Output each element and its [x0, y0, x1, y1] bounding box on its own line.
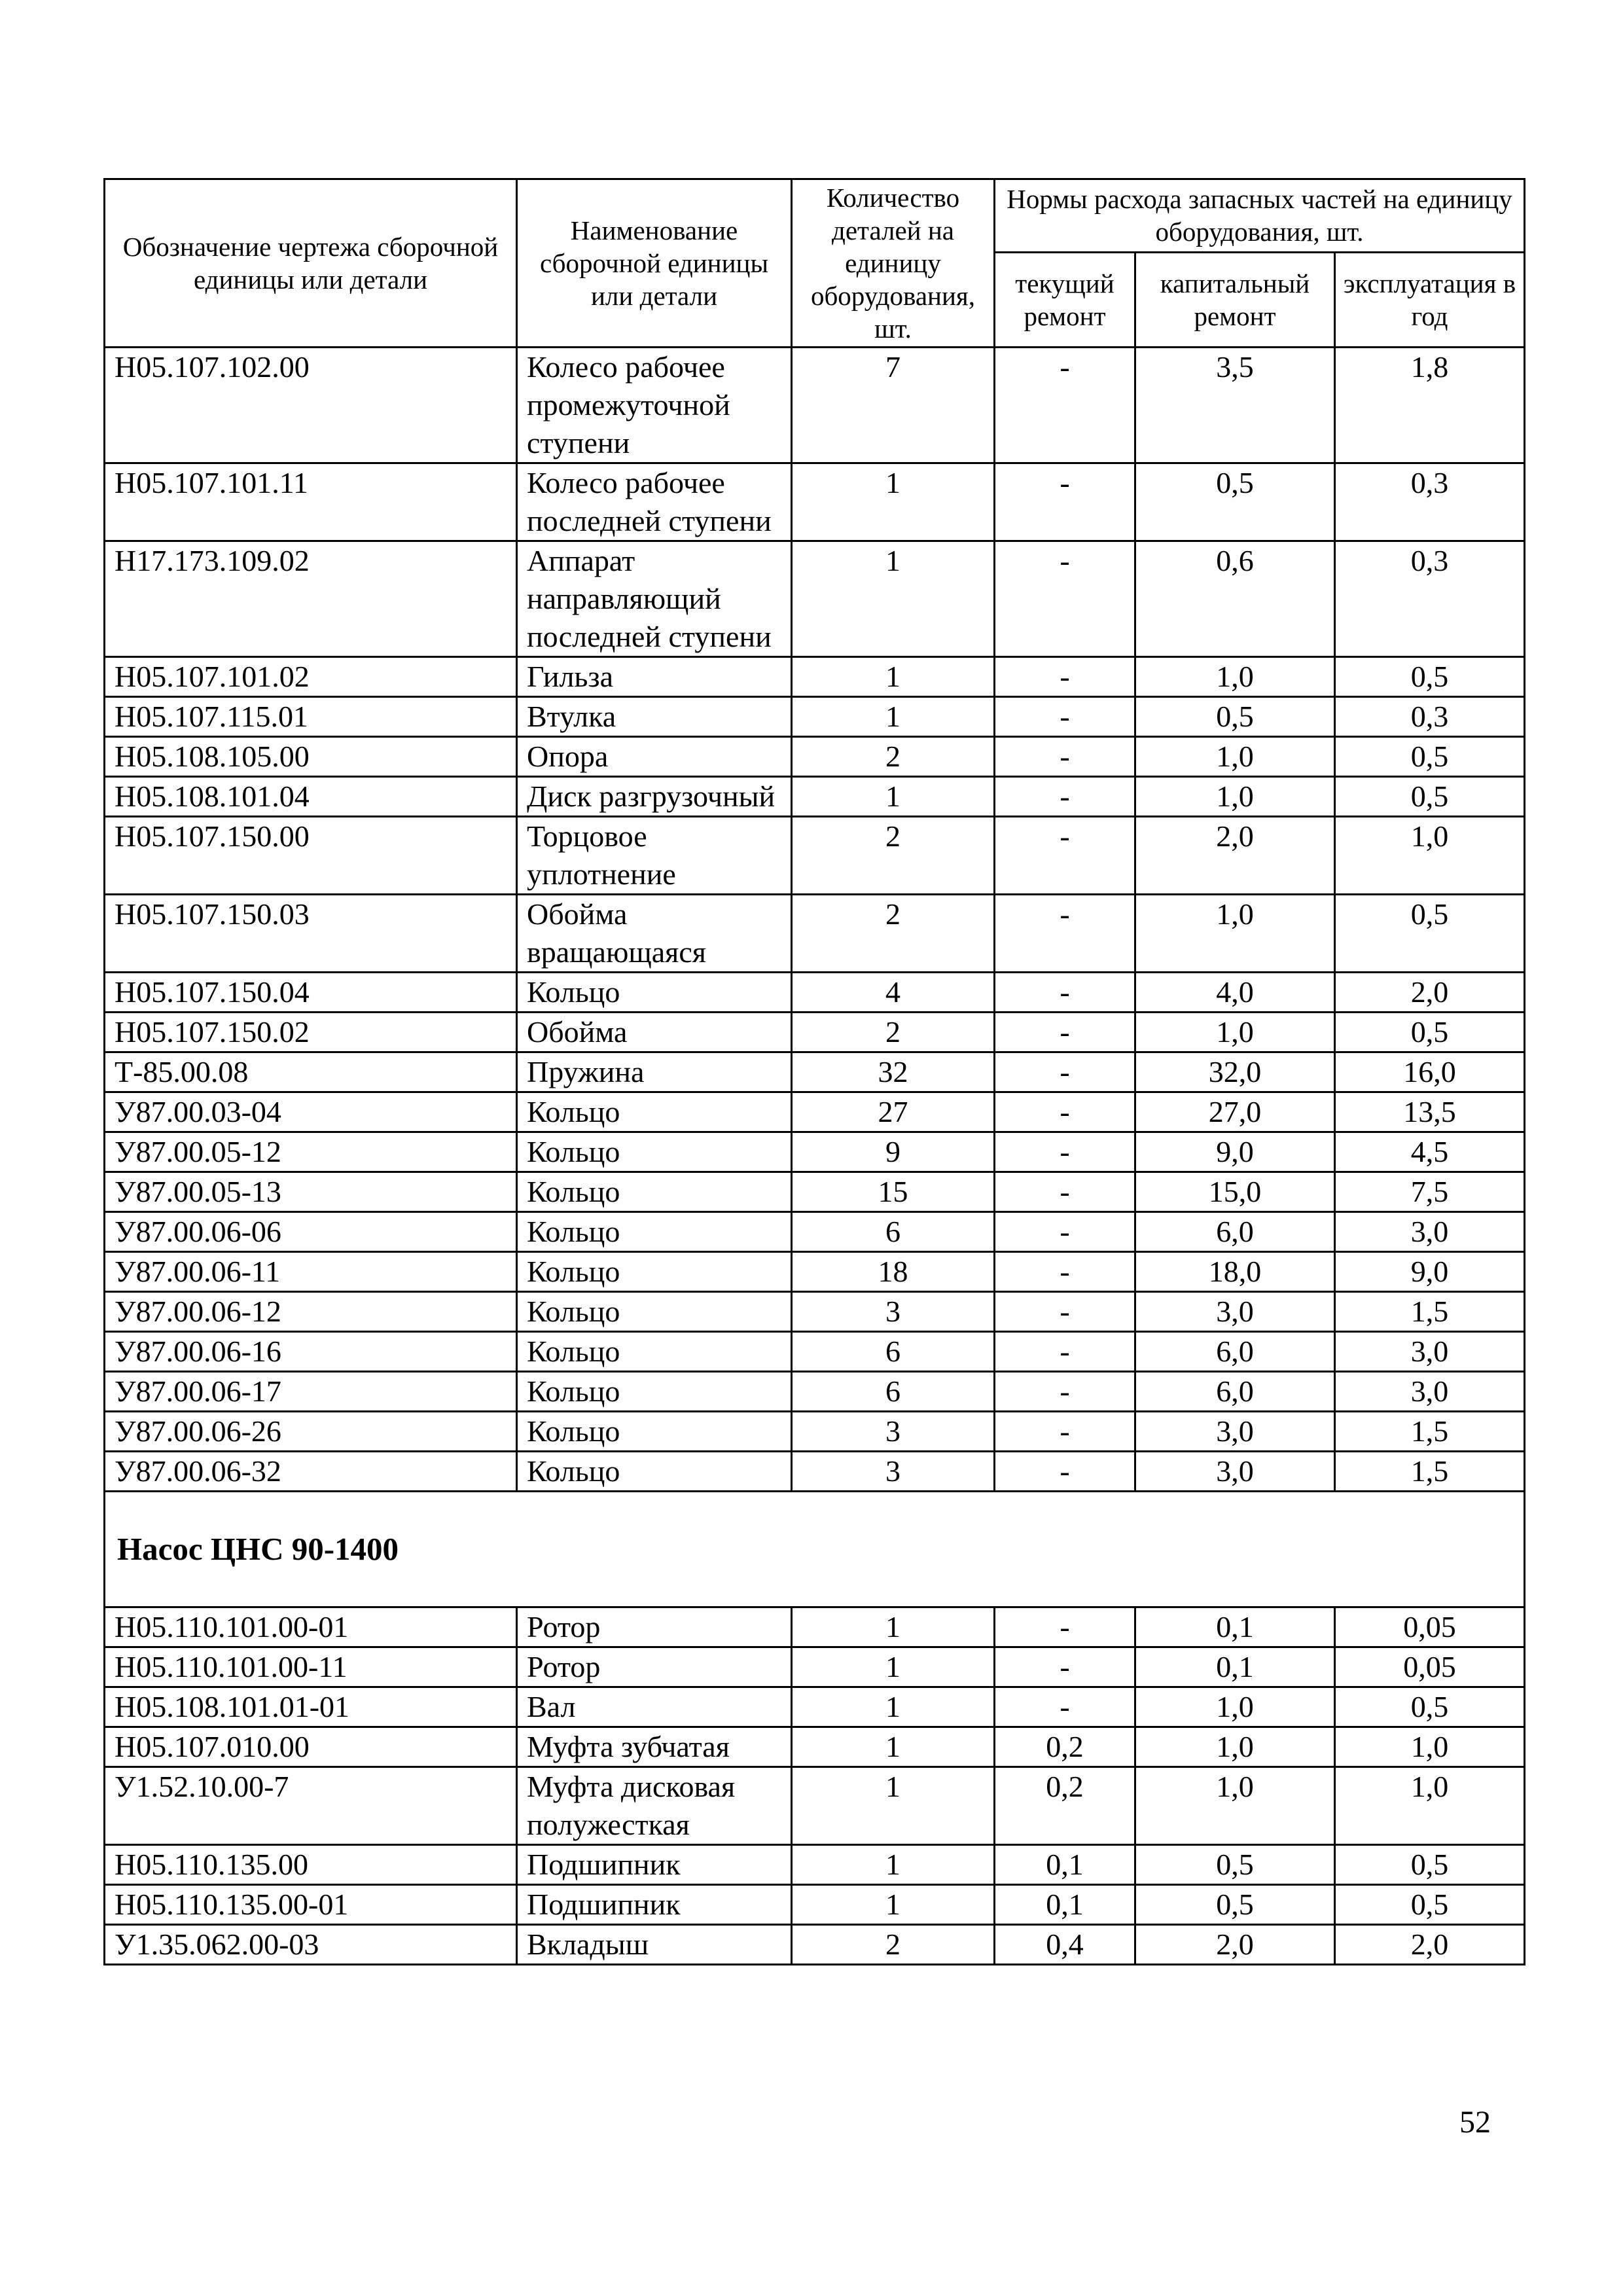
annual-operation-cell: 0,5: [1335, 1013, 1525, 1052]
annual-operation-cell: 2,0: [1335, 1925, 1525, 1965]
drawing-number-cell: Н05.107.101.11: [105, 463, 517, 541]
quantity-cell: 6: [792, 1212, 995, 1252]
item-name-cell: Кольцо: [517, 1412, 792, 1452]
capital-repair-cell: 0,5: [1135, 1885, 1335, 1925]
current-repair-cell: -: [995, 895, 1135, 973]
item-name-cell: Пружина: [517, 1052, 792, 1092]
drawing-number-cell: Н05.107.101.02: [105, 657, 517, 697]
quantity-cell: 7: [792, 348, 995, 463]
item-name-cell: Гильза: [517, 657, 792, 697]
annual-operation-cell: 16,0: [1335, 1052, 1525, 1092]
capital-repair-cell: 0,1: [1135, 1647, 1335, 1687]
annual-operation-cell: 0,5: [1335, 1845, 1525, 1885]
current-repair-cell: -: [995, 1332, 1135, 1372]
current-repair-cell: -: [995, 1013, 1135, 1052]
current-repair-cell: -: [995, 973, 1135, 1013]
quantity-cell: 1: [792, 1767, 995, 1845]
table-row: [105, 541, 1525, 657]
item-name-cell: Кольцо: [517, 1452, 792, 1492]
item-name-cell: Вкладыш: [517, 1925, 792, 1965]
capital-repair-cell: 27,0: [1135, 1092, 1335, 1132]
capital-repair-cell: 1,0: [1135, 1687, 1335, 1727]
item-name-cell: Кольцо: [517, 1332, 792, 1372]
drawing-number-cell: Н05.108.105.00: [105, 737, 517, 777]
quantity-cell: 6: [792, 1332, 995, 1372]
capital-repair-cell: 0,5: [1135, 463, 1335, 541]
current-repair-cell: -: [995, 817, 1135, 895]
quantity-cell: 3: [792, 1412, 995, 1452]
current-repair-cell: -: [995, 1412, 1135, 1452]
item-name-cell: Торцовое уплотнение: [517, 817, 792, 895]
table-row: [105, 463, 1525, 541]
item-name-cell: Кольцо: [517, 1372, 792, 1412]
quantity-cell: 1: [792, 541, 995, 657]
capital-repair-cell: 3,0: [1135, 1412, 1335, 1452]
current-repair-cell: -: [995, 1687, 1135, 1727]
table-row: [105, 1767, 1525, 1845]
quantity-cell: 9: [792, 1132, 995, 1172]
capital-repair-cell: 1,0: [1135, 1013, 1335, 1052]
table-row: [105, 1727, 1525, 1767]
drawing-number-cell: Н17.173.109.02: [105, 541, 517, 657]
current-repair-cell: -: [995, 657, 1135, 697]
drawing-number-cell: Н05.110.135.00: [105, 1845, 517, 1885]
item-name-cell: Подшипник: [517, 1885, 792, 1925]
capital-repair-cell: 6,0: [1135, 1212, 1335, 1252]
drawing-number-cell: У87.00.06-16: [105, 1332, 517, 1372]
table-row: [105, 1412, 1525, 1452]
annual-operation-cell: 0,5: [1335, 895, 1525, 973]
table-row: [105, 1607, 1525, 1647]
capital-repair-cell: 2,0: [1135, 1925, 1335, 1965]
table-row: [105, 1132, 1525, 1172]
annual-operation-cell: 4,5: [1335, 1132, 1525, 1172]
current-repair-cell: 0,2: [995, 1727, 1135, 1767]
table-body-pump-section: [105, 1607, 1525, 1965]
quantity-cell: 2: [792, 737, 995, 777]
quantity-cell: 3: [792, 1292, 995, 1332]
capital-repair-cell: 18,0: [1135, 1252, 1335, 1292]
capital-repair-cell: 9,0: [1135, 1132, 1335, 1172]
table-row: [105, 1647, 1525, 1687]
capital-repair-cell: 1,0: [1135, 1767, 1335, 1845]
item-name-cell: Обойма вращающаяся: [517, 895, 792, 973]
capital-repair-cell: 1,0: [1135, 657, 1335, 697]
drawing-number-cell: У87.00.05-12: [105, 1132, 517, 1172]
capital-repair-cell: 1,0: [1135, 1727, 1335, 1767]
drawing-number-cell: У1.52.10.00-7: [105, 1767, 517, 1845]
annual-operation-cell: 1,5: [1335, 1452, 1525, 1492]
quantity-cell: 1: [792, 777, 995, 817]
current-repair-cell: 0,1: [995, 1885, 1135, 1925]
table-row: [105, 1885, 1525, 1925]
item-name-cell: Диск разгрузочный: [517, 777, 792, 817]
capital-repair-cell: 0,5: [1135, 697, 1335, 737]
annual-operation-cell: 0,05: [1335, 1607, 1525, 1647]
table-row: [105, 657, 1525, 697]
drawing-number-cell: Н05.108.101.01-01: [105, 1687, 517, 1727]
drawing-number-cell: Н05.107.150.00: [105, 817, 517, 895]
annual-operation-cell: 0,5: [1335, 777, 1525, 817]
current-repair-cell: 0,1: [995, 1845, 1135, 1885]
quantity-cell: 2: [792, 895, 995, 973]
annual-operation-cell: 1,0: [1335, 1767, 1525, 1845]
current-repair-cell: -: [995, 1292, 1135, 1332]
drawing-number-cell: Н05.110.135.00-01: [105, 1885, 517, 1925]
quantity-cell: 2: [792, 1013, 995, 1052]
capital-repair-cell: 3,5: [1135, 348, 1335, 463]
quantity-cell: 15: [792, 1172, 995, 1212]
current-repair-cell: -: [995, 1052, 1135, 1092]
capital-repair-cell: 4,0: [1135, 973, 1335, 1013]
quantity-cell: 1: [792, 463, 995, 541]
current-repair-cell: -: [995, 737, 1135, 777]
header-current-repair: текущий ремонт: [995, 252, 1135, 347]
quantity-cell: 3: [792, 1452, 995, 1492]
annual-operation-cell: 0,3: [1335, 541, 1525, 657]
capital-repair-cell: 1,0: [1135, 895, 1335, 973]
drawing-number-cell: У1.35.062.00-03: [105, 1925, 517, 1965]
drawing-number-cell: У87.00.06-17: [105, 1372, 517, 1412]
capital-repair-cell: 3,0: [1135, 1452, 1335, 1492]
table-row: [105, 1172, 1525, 1212]
capital-repair-cell: 1,0: [1135, 737, 1335, 777]
table-section-header: [105, 1492, 1525, 1607]
annual-operation-cell: 0,5: [1335, 737, 1525, 777]
quantity-cell: 1: [792, 1885, 995, 1925]
quantity-cell: 1: [792, 1727, 995, 1767]
quantity-cell: 1: [792, 1607, 995, 1647]
item-name-cell: Втулка: [517, 697, 792, 737]
capital-repair-cell: 6,0: [1135, 1332, 1335, 1372]
current-repair-cell: -: [995, 1092, 1135, 1132]
current-repair-cell: -: [995, 1372, 1135, 1412]
table-row: [105, 1687, 1525, 1727]
table-row: [105, 737, 1525, 777]
drawing-number-cell: У87.00.06-11: [105, 1252, 517, 1292]
table-row: [105, 1925, 1525, 1965]
current-repair-cell: -: [995, 1212, 1135, 1252]
table-row: [105, 777, 1525, 817]
table-header: [105, 179, 1525, 348]
annual-operation-cell: 0,5: [1335, 657, 1525, 697]
capital-repair-cell: 0,6: [1135, 541, 1335, 657]
drawing-number-cell: Н05.107.150.04: [105, 973, 517, 1013]
item-name-cell: Ротор: [517, 1607, 792, 1647]
quantity-cell: 1: [792, 1647, 995, 1687]
item-name-cell: Колесо рабочее промежуточной ступени: [517, 348, 792, 463]
current-repair-cell: -: [995, 463, 1135, 541]
quantity-cell: 27: [792, 1092, 995, 1132]
annual-operation-cell: 1,0: [1335, 1727, 1525, 1767]
table-row: [105, 1013, 1525, 1052]
header-drawing-designation: Обозначение чертежа сборочной единицы или детали: [105, 179, 517, 348]
item-name-cell: Муфта дисковая полужесткая: [517, 1767, 792, 1845]
header-parts-quantity: Количество деталей на единицу оборудования, шт.: [792, 179, 995, 348]
header-annual-operation: эксплуатация в год: [1335, 252, 1525, 347]
annual-operation-cell: 0,5: [1335, 1687, 1525, 1727]
drawing-number-cell: У87.00.06-06: [105, 1212, 517, 1252]
quantity-cell: 1: [792, 697, 995, 737]
current-repair-cell: 0,4: [995, 1925, 1135, 1965]
item-name-cell: Аппарат направляющий последней ступени: [517, 541, 792, 657]
quantity-cell: 1: [792, 1687, 995, 1727]
current-repair-cell: -: [995, 1607, 1135, 1647]
table-row: [105, 1092, 1525, 1132]
table-row: [105, 1052, 1525, 1092]
drawing-number-cell: У87.00.03-04: [105, 1092, 517, 1132]
annual-operation-cell: 0,3: [1335, 697, 1525, 737]
item-name-cell: Муфта зубчатая: [517, 1727, 792, 1767]
current-repair-cell: -: [995, 1132, 1135, 1172]
table-row: [105, 817, 1525, 895]
table-row: [105, 895, 1525, 973]
capital-repair-cell: 0,1: [1135, 1607, 1335, 1647]
quantity-cell: 2: [792, 817, 995, 895]
capital-repair-cell: 1,0: [1135, 777, 1335, 817]
item-name-cell: Колесо рабочее последней ступени: [517, 463, 792, 541]
capital-repair-cell: 2,0: [1135, 817, 1335, 895]
table-row: [105, 697, 1525, 737]
capital-repair-cell: 15,0: [1135, 1172, 1335, 1212]
current-repair-cell: -: [995, 1172, 1135, 1212]
drawing-number-cell: Н05.107.115.01: [105, 697, 517, 737]
table-row: [105, 973, 1525, 1013]
quantity-cell: 18: [792, 1252, 995, 1292]
annual-operation-cell: 3,0: [1335, 1212, 1525, 1252]
item-name-cell: Подшипник: [517, 1845, 792, 1885]
drawing-number-cell: Н05.107.102.00: [105, 348, 517, 463]
annual-operation-cell: 1,0: [1335, 817, 1525, 895]
annual-operation-cell: 13,5: [1335, 1092, 1525, 1132]
drawing-number-cell: Н05.107.010.00: [105, 1727, 517, 1767]
item-name-cell: Кольцо: [517, 1212, 792, 1252]
current-repair-cell: -: [995, 541, 1135, 657]
drawing-number-cell: У87.00.05-13: [105, 1172, 517, 1212]
item-name-cell: Кольцо: [517, 1092, 792, 1132]
table-row: [105, 1452, 1525, 1492]
drawing-number-cell: Н05.107.150.02: [105, 1013, 517, 1052]
drawing-number-cell: Н05.107.150.03: [105, 895, 517, 973]
page-number: 52: [1459, 2105, 1491, 2140]
item-name-cell: Кольцо: [517, 1132, 792, 1172]
quantity-cell: 32: [792, 1052, 995, 1092]
item-name-cell: Вал: [517, 1687, 792, 1727]
annual-operation-cell: 0,05: [1335, 1647, 1525, 1687]
current-repair-cell: -: [995, 348, 1135, 463]
quantity-cell: 1: [792, 1845, 995, 1885]
item-name-cell: Кольцо: [517, 1292, 792, 1332]
capital-repair-cell: 3,0: [1135, 1292, 1335, 1332]
drawing-number-cell: У87.00.06-12: [105, 1292, 517, 1332]
quantity-cell: 6: [792, 1372, 995, 1412]
item-name-cell: Кольцо: [517, 1252, 792, 1292]
capital-repair-cell: 0,5: [1135, 1845, 1335, 1885]
quantity-cell: 1: [792, 657, 995, 697]
annual-operation-cell: 7,5: [1335, 1172, 1525, 1212]
current-repair-cell: -: [995, 1647, 1135, 1687]
table-row: [105, 1212, 1525, 1252]
current-repair-cell: -: [995, 697, 1135, 737]
table-row: [105, 348, 1525, 463]
annual-operation-cell: 0,5: [1335, 1885, 1525, 1925]
capital-repair-cell: 32,0: [1135, 1052, 1335, 1092]
item-name-cell: Кольцо: [517, 973, 792, 1013]
table-body-first-section: [105, 348, 1525, 1492]
quantity-cell: 4: [792, 973, 995, 1013]
header-unit-name: Наименование сборочной единицы или детали: [517, 179, 792, 348]
annual-operation-cell: 1,5: [1335, 1292, 1525, 1332]
annual-operation-cell: 1,8: [1335, 348, 1525, 463]
item-name-cell: Кольцо: [517, 1172, 792, 1212]
header-capital-repair: капитальный ремонт: [1135, 252, 1335, 347]
table-row: [105, 1252, 1525, 1292]
table-row: [105, 1845, 1525, 1885]
item-name-cell: Обойма: [517, 1013, 792, 1052]
quantity-cell: 2: [792, 1925, 995, 1965]
table-row: [105, 1332, 1525, 1372]
current-repair-cell: -: [995, 1252, 1135, 1292]
header-spare-parts-norms: Нормы расхода запасных частей на единицу оборудования, шт.: [995, 179, 1525, 253]
item-name-cell: Опора: [517, 737, 792, 777]
drawing-number-cell: У87.00.06-26: [105, 1412, 517, 1452]
drawing-number-cell: У87.00.06-32: [105, 1452, 517, 1492]
annual-operation-cell: 3,0: [1335, 1332, 1525, 1372]
current-repair-cell: -: [995, 1452, 1135, 1492]
annual-operation-cell: 3,0: [1335, 1372, 1525, 1412]
current-repair-cell: 0,2: [995, 1767, 1135, 1845]
parts-table: [103, 178, 1525, 1965]
section-title: Насос ЦНС 90-1400: [105, 1492, 1525, 1607]
table-row: [105, 1372, 1525, 1412]
annual-operation-cell: 9,0: [1335, 1252, 1525, 1292]
drawing-number-cell: Н05.108.101.04: [105, 777, 517, 817]
annual-operation-cell: 2,0: [1335, 973, 1525, 1013]
drawing-number-cell: Н05.110.101.00-11: [105, 1647, 517, 1687]
table-row: [105, 1292, 1525, 1332]
current-repair-cell: -: [995, 777, 1135, 817]
annual-operation-cell: 1,5: [1335, 1412, 1525, 1452]
drawing-number-cell: Н05.110.101.00-01: [105, 1607, 517, 1647]
annual-operation-cell: 0,3: [1335, 463, 1525, 541]
drawing-number-cell: Т-85.00.08: [105, 1052, 517, 1092]
capital-repair-cell: 6,0: [1135, 1372, 1335, 1412]
item-name-cell: Ротор: [517, 1647, 792, 1687]
